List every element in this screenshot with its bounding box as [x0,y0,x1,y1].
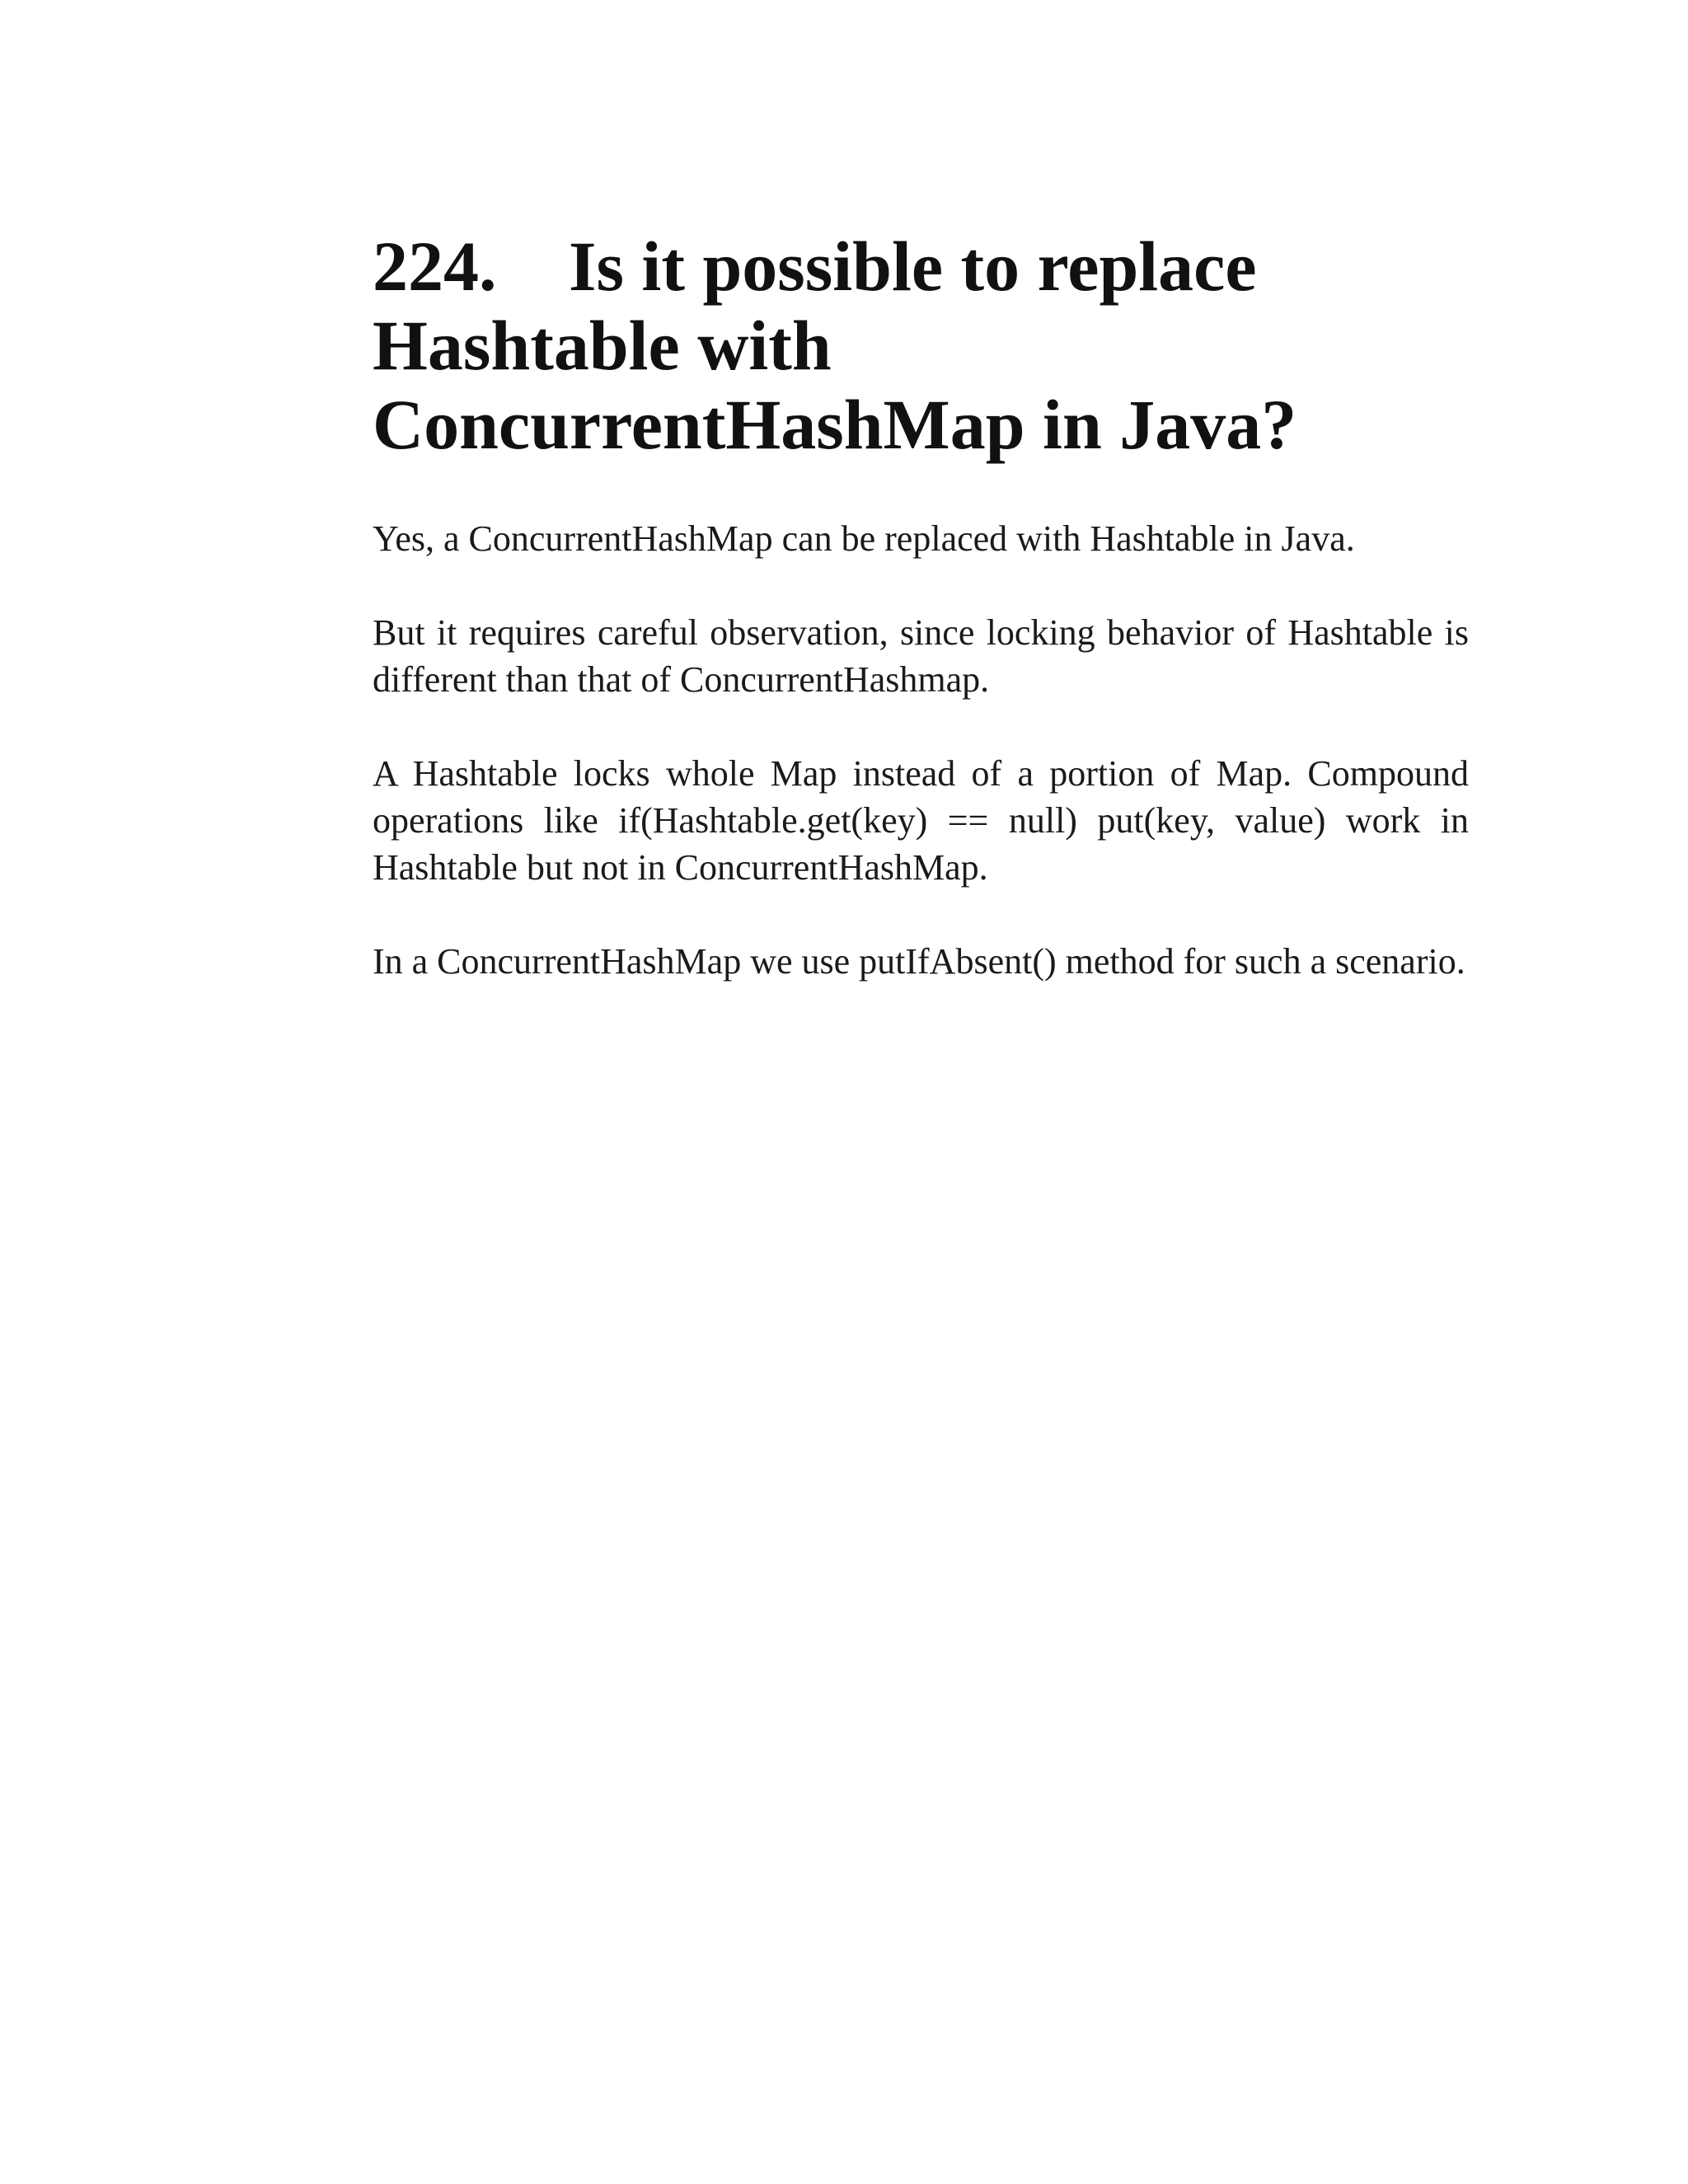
section-title: Is it possible to replace Hashtable with ConcurrentHashMap in Java? [373,227,1297,464]
page-content [373,227,1469,985]
section-number: 224. [373,227,497,306]
paragraph-2: But it requires careful observation, since locking behavior of Hashtable is different than that of ConcurrentHashmap. [373,612,1469,700]
paragraph-1: Yes, a ConcurrentHashMap can be replaced with Hashtable in Java. [373,518,1355,559]
paragraph-3: A Hashtable locks whole Map instead of a portion of Map. Compound operations like if(Hashtable.get(key) == null) put(key, value) work in Hashtable but not in ConcurrentHashMap. [373,753,1469,888]
section-heading [373,227,1469,464]
paragraph-4: In a ConcurrentHashMap we use putIfAbsent() method for such a scenario. [373,941,1465,982]
